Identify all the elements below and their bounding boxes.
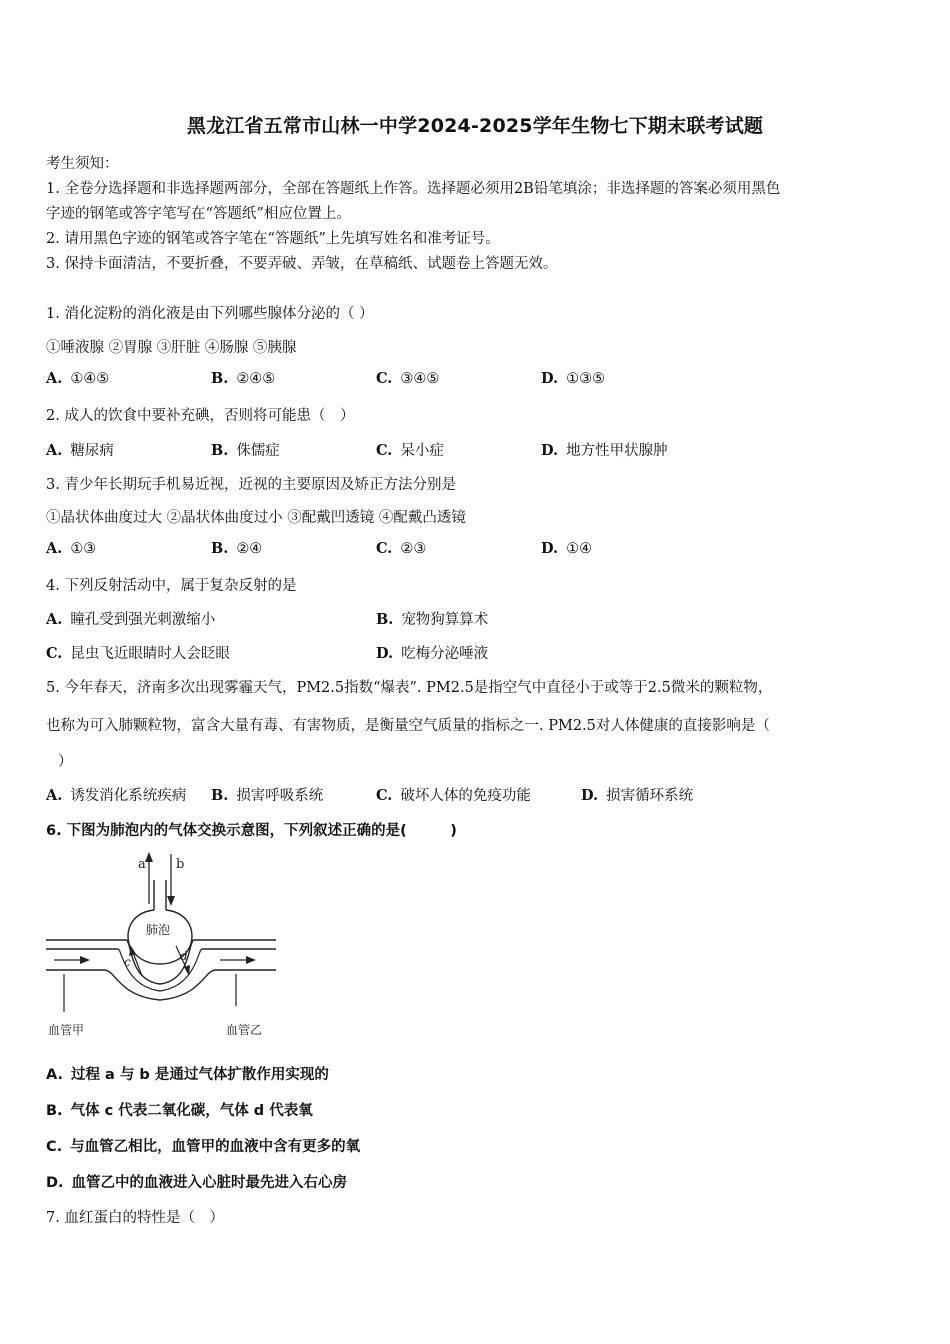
q5-option-c: C. 破坏人体的免疫功能 <box>376 787 531 804</box>
label-d: d <box>180 949 188 963</box>
q5-option-a: A. 诱发消化系统疾病 <box>46 787 187 804</box>
q5-option-b: B. 损害呼吸系统 <box>211 787 324 804</box>
q1-option-a: A. ①④⑤ <box>46 370 110 387</box>
question-7-stem: 7. 血红蛋白的特性是（ ） <box>46 1210 224 1226</box>
question-4-stem: 4. 下列反射活动中，属于复杂反射的是 <box>46 578 297 594</box>
notice-item: 字迹的钢笔或答字笔写在“答题纸”相应位置上。 <box>46 206 351 222</box>
q2-option-a: A. 糖尿病 <box>46 442 114 459</box>
q1-option-b: B. ②④⑤ <box>211 370 276 387</box>
q3-option-a: A. ①③ <box>46 540 97 557</box>
question-5-line: 5. 今年春天，济南多次出现雾霾天气，PM2.5指数“爆表”. PM2.5是指空气中直径小于或等于2.5微米的颗粒物， <box>46 680 773 696</box>
notice-item: 2. 请用黑色字迹的钢笔或答字笔在“答题纸”上先填写姓名和准考证号。 <box>46 231 500 247</box>
q1-option-c: C. ③④⑤ <box>376 370 440 387</box>
q3-option-c: C. ②③ <box>376 540 427 557</box>
question-5-line: 也称为可入肺颗粒物，富含大量有毒、有害物质，是衡量空气质量的指标之一. PM2.5对人体健康的直接影响是（ <box>46 718 770 734</box>
q3-option-d: D. ①④ <box>541 540 593 557</box>
q5-option-d: D. 损害循环系统 <box>581 787 694 804</box>
question-5-line: ） <box>58 754 73 770</box>
question-1-sub: ①唾液腺 ②胃腺 ③肝脏 ④肠腺 ⑤胰腺 <box>46 340 297 356</box>
q4-option-c: C. 昆虫飞近眼睛时人会眨眼 <box>46 645 230 662</box>
label-a: a <box>138 857 146 872</box>
q4-option-b: B. 宠物狗算算术 <box>376 611 489 628</box>
q1-option-d: D. ①③⑤ <box>541 370 606 387</box>
question-6-stem: 6. 下图为肺泡内的气体交换示意图，下列叙述正确的是( ) <box>46 823 457 839</box>
label-c: c <box>124 955 131 969</box>
alveolus-label: 肺泡 <box>146 923 171 937</box>
q6-option-c: C. 与血管乙相比，血管甲的血液中含有更多的氧 <box>46 1139 361 1155</box>
q6-option-b: B. 气体 c 代表二氧化碳，气体 d 代表氧 <box>46 1103 313 1119</box>
vessel-2-label: 血管乙 <box>226 1023 263 1037</box>
q6-option-d: D. 血管乙中的血液进入心脏时最先进入右心房 <box>46 1175 348 1191</box>
question-2-stem: 2. 成人的饮食中要补充碘，否则将可能患（ ） <box>46 408 355 424</box>
q2-option-d: D. 地方性甲状腺肿 <box>541 442 668 459</box>
notice-heading: 考生须知： <box>46 156 119 172</box>
notice-item: 1. 全卷分选择题和非选择题两部分，全部在答题纸上作答。选择题必须用2B铅笔填涂；非选择题的答案必须用黑色 <box>46 181 781 197</box>
q4-option-d: D. 吃梅分泌唾液 <box>376 645 489 662</box>
q4-option-a: A. 瞳孔受到强光刺激缩小 <box>46 611 216 628</box>
question-1-stem: 1. 消化淀粉的消化液是由下列哪些腺体分泌的（ ） <box>46 306 374 322</box>
q2-option-c: C. 呆小症 <box>376 442 444 459</box>
q3-option-b: B. ②④ <box>211 540 263 557</box>
alveolus-gas-exchange-diagram <box>44 846 284 1042</box>
vessel-1-label: 血管甲 <box>48 1023 85 1037</box>
q2-option-b: B. 侏儒症 <box>211 442 280 459</box>
question-3-sub: ①晶状体曲度过大 ②晶状体曲度过小 ③配戴凹透镜 ④配戴凸透镜 <box>46 510 466 526</box>
question-3-stem: 3. 青少年长期玩手机易近视，近视的主要原因及矫正方法分别是 <box>46 477 456 493</box>
label-b: b <box>176 857 185 872</box>
notice-item: 3. 保持卡面清洁，不要折叠，不要弄破、弄皱，在草稿纸、试题卷上答题无效。 <box>46 256 558 272</box>
page-title: 黑龙江省五常市山林一中学2024-2025学年生物七下期末联考试题 <box>186 115 764 137</box>
q6-option-a: A. 过程 a 与 b 是通过气体扩散作用实现的 <box>46 1067 329 1083</box>
